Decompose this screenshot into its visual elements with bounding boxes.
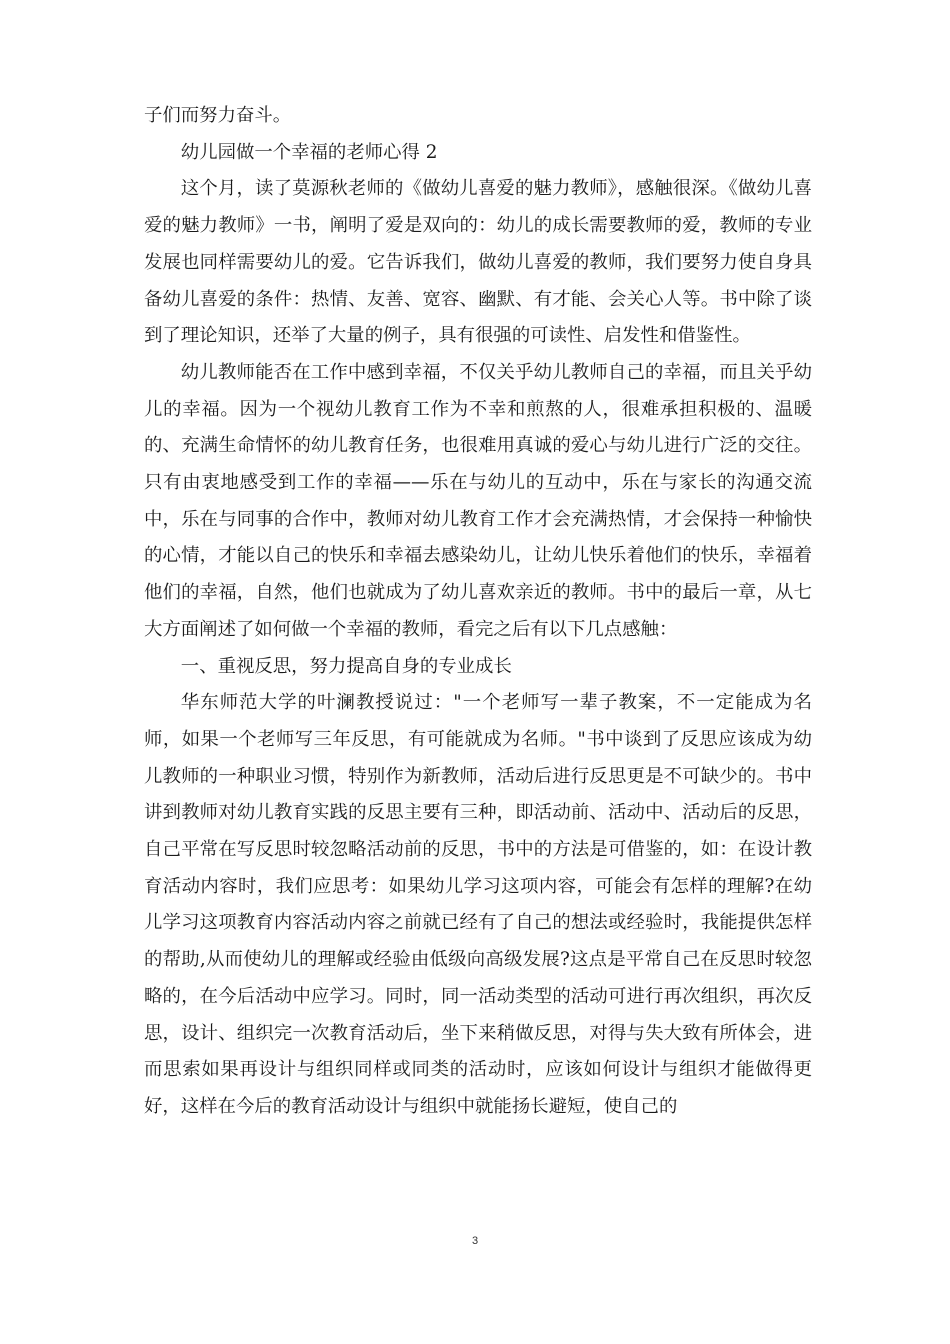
page-number: 3 [471, 1235, 479, 1247]
paragraph-continuation: 子们而努力奋斗。 [144, 105, 292, 126]
paragraph-teacher-happiness: 幼儿教师能否在工作中感到幸福，不仅关乎幼儿教师自己的幸福，而且关乎幼儿的幸福。因为一个视幼儿教育工作为不幸和煎熬的人，很难承担积极的、温暖的、充满生命情怀的幼儿教育任务，也很难用真诚的爱心与幼儿进行广泛的交往。只有由衷地感受到工作的幸福——乐在与幼儿的互动中，乐在与家长的沟通交流中，乐在与同事的合作中，教师对幼儿教育工作才会充满热情，才会保持一种愉快的心情，才能以自己的快乐和幸福去感染幼儿，让幼儿快乐着他们的快乐，幸福着他们的幸福，自然，他们也就成为了幼儿喜欢亲近的教师。书中的最后一章，从七大方面阐述了如何做一个幸福的教师，看完之后有以下几点感触： [144, 361, 812, 640]
paragraph-reflection: 华东师范大学的叶澜教授说过："一个老师写一辈子教案，不一定能成为名师，如果一个老师写三年反思，有可能就成为名师。"书中谈到了反思应该成为幼儿教师的一种职业习惯，特别作为新教师，活动后进行反思更是不可缺少的。书中讲到教师对幼儿教育实践的反思主要有三种，即活动前、活动中、活动后的反思，自己平常在写反思时较忽略活动前的反思，书中的方法是可借鉴的，如：在设计教育活动内容时，我们应思考：如果幼儿学习这项内容，可能会有怎样的理解?在幼儿学习这项教育内容活动内容之前就已经有了自己的想法或经验时，我能提供怎样的帮助,从而使幼儿的理解或经验由低级向高级发展?这点是平常自己在反思时较忽略的，在今后活动中应学习。同时，同一活动类型的活动可进行再次组织，再次反思，设计、组织完一次教育活动后，坐下来稍做反思，对得与失大致有所体会，进而思索如果再设计与组织同样或同类的活动时，应该如何设计与组织才能做得更好，这样在今后的教育活动设计与组织中就能扬长避短，使自己的 [144, 692, 812, 1117]
paragraph-book-intro: 这个月，读了莫源秋老师的《做幼儿喜爱的魅力教师》，感触很深。《做幼儿喜爱的魅力教师》一书，阐明了爱是双向的：幼儿的成长需要教师的爱，教师的专业发展也同样需要幼儿的爱。它告诉我们，做幼儿喜爱的教师，我们要努力使自身具备幼儿喜爱的条件：热情、友善、宽容、幽默、有才能、会关心人等。书中除了谈到了理论知识，还举了大量的例子，具有很强的可读性、启发性和借鉴性。 [144, 178, 812, 347]
section-heading: 幼儿园做一个幸福的老师心得 2 [180, 141, 438, 163]
document-body [144, 98, 812, 1126]
subheading-reflection: 一、重视反思，努力提高自身的专业成长 [180, 655, 512, 677]
